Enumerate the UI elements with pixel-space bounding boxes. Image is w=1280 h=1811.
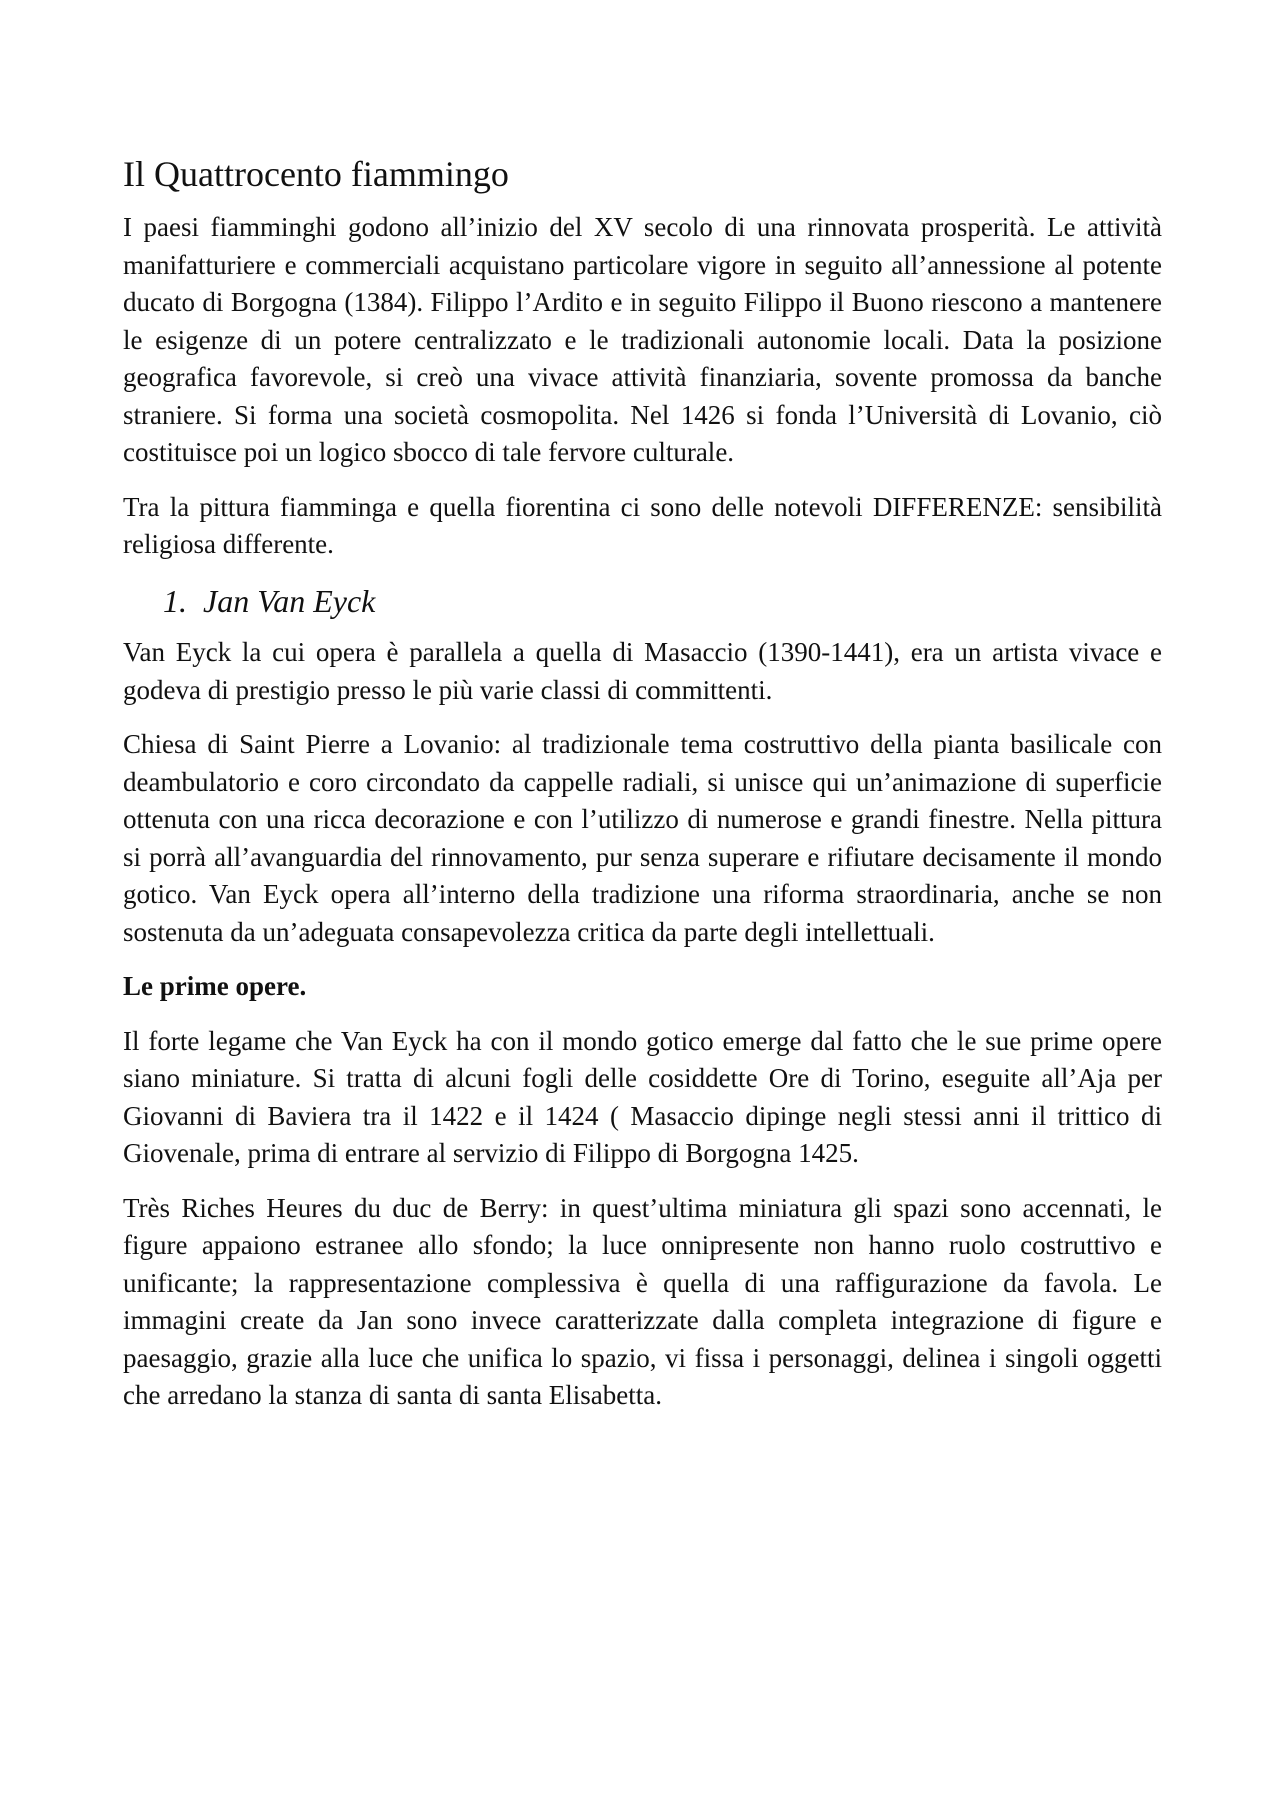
paragraph-miniature: Il forte legame che Van Eyck ha con il mondo gotico emerge dal fatto che le sue prime opere siano miniature. Si tratta di alcuni fogli delle cosiddette Ore di Torino, eseguite all’Aja per Giovanni di Baviera tra il 1422 e il 1424 ( Masaccio dipinge negli stessi anni il trittico di Giovenale, prima di entrare al servizio di Filippo di Borgogna 1425. <box>123 1025 1162 1169</box>
subheading-prime-opere: Le prime opere. <box>123 971 307 1002</box>
document-title: Il Quattrocento fiammingo <box>123 154 509 194</box>
section-heading-jan-van-eyck <box>163 581 1162 623</box>
paragraph-saint-pierre: Chiesa di Saint Pierre a Lovanio: al tradizionale tema costruttivo della pianta basilicale con deambulatorio e coro circondato da cappelle radiali, si unisce qui un’animazione di superficie ottenuta con una ricca decorazione e con l’utilizzo di numerose e grandi finestre. Nella pittura si porrà all’avanguardia del rinnovamento, pur senza superare e rifiutare decisamente il mondo gotico. Van Eyck opera all’interno della tradizione una riforma straordinaria, anche se non sostenuta da un’adeguata consapevolezza critica da parte degli intellettuali. <box>123 729 1162 947</box>
paragraph-van-eyck-intro: Van Eyck la cui opera è parallela a quella di Masaccio (1390-1441), era un artista vivace e godeva di prestigio presso le più varie classi di committenti. <box>123 637 1162 705</box>
paragraph-intro-prosperity: I paesi fiamminghi godono all’inizio del XV secolo di una rinnovata prosperità. Le attività manifatturiere e commerciali acquistano particolare vigore in seguito all’annessione al potente ducato di Borgogna (1384). Filippo l’Ardito e in seguito Filippo il Buono riescono a mantenere le esigenze di un potere centralizzato e le tradizionali autonomie locali. Data la posizione geografica favorevole, si creò una vivace attività finanziaria, sovente promossa da banche straniere. Si forma una società cosmopolita. Nel 1426 si fonda l’Università di Lovanio, ciò costituisce poi un logico sbocco di tale fervore culturale. <box>123 212 1162 467</box>
section-number: 1. <box>163 582 187 619</box>
paragraph-intro-differences: Tra la pittura fiamminga e quella fiorentina ci sono delle notevoli DIFFERENZE: sensibilità religiosa differente. <box>123 491 1162 559</box>
paragraph-tres-riches-heures: Très Riches Heures du duc de Berry: in quest’ultima miniatura gli spazi sono accennati, le figure appaiono estranee allo sfondo; la luce onnipresente non hanno ruolo costruttivo e unificante; la rappresentazione complessiva è quella di una raffigurazione da favola. Le immagini create da Jan sono invece caratterizzate dalla completa integrazione di figure e paesaggio, grazie alla luce che unifica lo spazio, vi fissa i personaggi, delinea i singoli oggetti che arredano la stanza di santa di santa Elisabetta. <box>123 1192 1162 1411</box>
section-title: Jan Van Eyck <box>203 582 376 619</box>
